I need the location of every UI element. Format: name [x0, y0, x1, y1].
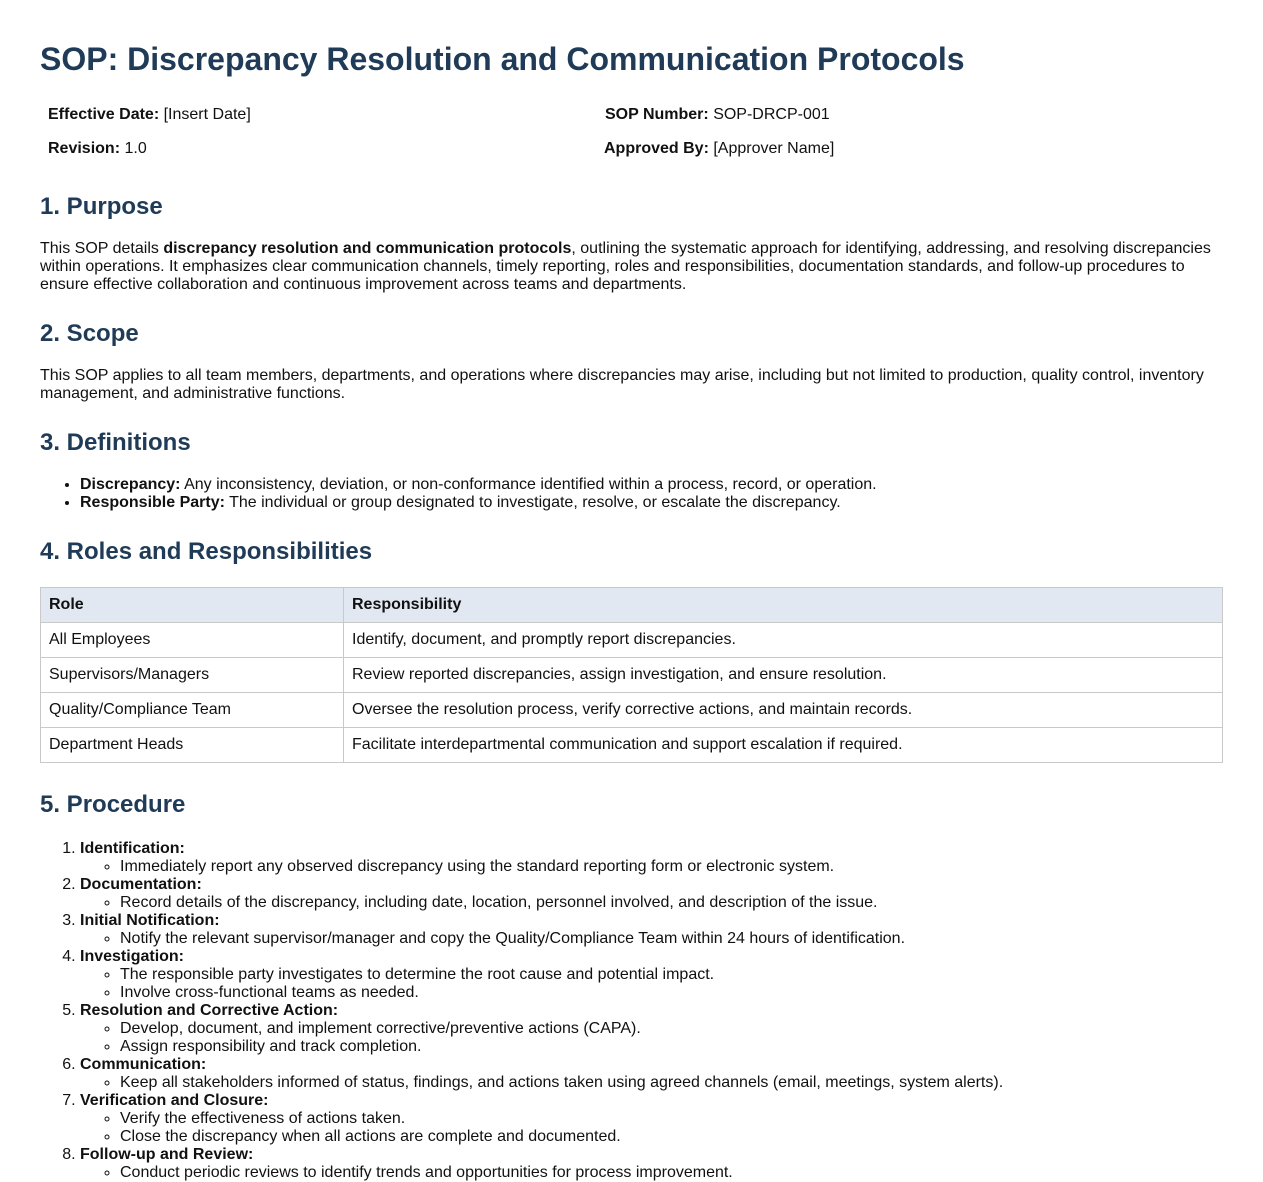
purpose-text-bold: discrepancy resolution and communication protocols — [163, 240, 572, 257]
scope-text: This SOP applies to all team members, departments, and operations where discrepancies may arise, including but not limited to production, quality control, inventory management, and administrative functions. — [40, 367, 1204, 402]
step-title: Communication: — [80, 1056, 207, 1073]
purpose-text-end: , outlining the systematic approach for identifying, addressing, and resolving discrepancies within operations. It emphasizes clear communication channels, timely reporting, roles and responsibilities, documentation standards, and follow-up procedures to ensure effective collaboration and continuous improvement across teams and departments. — [40, 240, 1211, 293]
procedure-list — [40, 840, 1223, 1182]
substep-item: ◦ The responsible party investigates to determine the root cause and potential impact. — [120, 966, 1223, 984]
definition-text: Any inconsistency, deviation, or non-conformance identified within a process, record, or operation. — [180, 476, 877, 493]
step-substeps — [80, 1164, 1223, 1182]
definitions-list — [40, 476, 1223, 512]
procedure-step — [80, 876, 1223, 912]
effective-date-value: [Insert Date] — [163, 106, 251, 123]
table-header-row — [41, 588, 1223, 623]
effective-date-label: Effective Date: — [48, 106, 160, 123]
role-cell: Quality/Compliance Team — [41, 693, 344, 728]
purpose-heading: 1. Purpose — [40, 193, 163, 220]
revision-label: Revision: — [48, 140, 121, 157]
substep-item: ◦ Conduct periodic reviews to identify trends and opportunities for process improvement. — [120, 1164, 1223, 1182]
procedure-step — [80, 948, 1223, 1002]
sop-number — [605, 105, 830, 125]
scope-heading: 2. Scope — [40, 320, 139, 347]
column-header-responsibility: Responsibility — [344, 588, 1223, 623]
purpose-text — [40, 240, 1223, 294]
revision — [48, 139, 147, 159]
approved-by-value: [Approver Name] — [713, 140, 835, 157]
step-title: Verification and Closure: — [80, 1092, 269, 1109]
sop-number-label: SOP Number: — [605, 106, 709, 123]
role-cell: Department Heads — [41, 728, 344, 763]
step-title: Identification: — [80, 840, 185, 857]
step-substeps — [80, 1074, 1223, 1092]
step-title: Investigation: — [80, 948, 185, 965]
procedure-step — [80, 1056, 1223, 1092]
approved-by — [604, 139, 834, 159]
page-title: SOP: Discrepancy Resolution and Communication Protocols — [40, 41, 965, 77]
procedure-step — [80, 912, 1223, 948]
table-row — [41, 658, 1223, 693]
substep-item: ◦ Involve cross-functional teams as needed. — [120, 984, 1223, 1002]
sop-metadata — [40, 105, 1223, 171]
procedure-step — [80, 1146, 1223, 1182]
table-row — [41, 693, 1223, 728]
column-header-role: Role — [41, 588, 344, 623]
table-row — [41, 728, 1223, 763]
definition-item — [80, 494, 1223, 512]
approved-by-label: Approved By: — [604, 140, 709, 157]
procedure-step — [80, 840, 1223, 876]
role-cell: All Employees — [41, 623, 344, 658]
substep-item: ◦ Immediately report any observed discrepancy using the standard reporting form or electronic system. — [120, 858, 1223, 876]
revision-value: 1.0 — [124, 140, 147, 157]
step-substeps — [80, 1110, 1223, 1146]
procedure-step — [80, 1092, 1223, 1146]
responsibility-cell: Oversee the resolution process, verify corrective actions, and maintain records. — [344, 693, 1223, 728]
procedure-heading: 5. Procedure — [40, 791, 186, 818]
responsibility-cell: Facilitate interdepartmental communication and support escalation if required. — [344, 728, 1223, 763]
substep-item: ◦ Record details of the discrepancy, including date, location, personnel involved, and description of the issue. — [120, 894, 1223, 912]
definition-term: Responsible Party: — [80, 494, 225, 511]
substep-item: ◦ Notify the relevant supervisor/manager and copy the Quality/Compliance Team within 24 hours of identification. — [120, 930, 1223, 948]
roles-table — [40, 587, 1223, 763]
step-title: Resolution and Corrective Action: — [80, 1002, 339, 1019]
substep-item: ◦ Develop, document, and implement corrective/preventive actions (CAPA). — [120, 1020, 1223, 1038]
definition-term: Discrepancy: — [80, 476, 181, 493]
purpose-text-start: This SOP details — [40, 240, 164, 257]
substep-item: ◦ Assign responsibility and track completion. — [120, 1038, 1223, 1056]
step-substeps — [80, 894, 1223, 912]
step-substeps — [80, 858, 1223, 876]
responsibility-cell: Identify, document, and promptly report discrepancies. — [344, 623, 1223, 658]
substep-item: ◦ Close the discrepancy when all actions are complete and documented. — [120, 1128, 1223, 1146]
step-substeps — [80, 1020, 1223, 1056]
sop-number-value: SOP-DRCP-001 — [713, 106, 830, 123]
definitions-heading: 3. Definitions — [40, 429, 191, 456]
responsibility-cell: Review reported discrepancies, assign investigation, and ensure resolution. — [344, 658, 1223, 693]
substep-item: ◦ Keep all stakeholders informed of status, findings, and actions taken using agreed channels (email, meetings, system alerts). — [120, 1074, 1223, 1092]
definition-text: The individual or group designated to investigate, resolve, or escalate the discrepancy. — [224, 494, 841, 511]
step-substeps — [80, 966, 1223, 1002]
step-substeps — [80, 930, 1223, 948]
table-row — [41, 623, 1223, 658]
step-title: Documentation: — [80, 876, 202, 893]
definition-item — [80, 476, 1223, 494]
roles-heading: 4. Roles and Responsibilities — [40, 538, 373, 565]
substep-item: ◦ Verify the effectiveness of actions taken. — [120, 1110, 1223, 1128]
step-title: Follow-up and Review: — [80, 1146, 254, 1163]
procedure-step — [80, 1002, 1223, 1056]
role-cell: Supervisors/Managers — [41, 658, 344, 693]
step-title: Initial Notification: — [80, 912, 220, 929]
effective-date — [48, 105, 251, 125]
